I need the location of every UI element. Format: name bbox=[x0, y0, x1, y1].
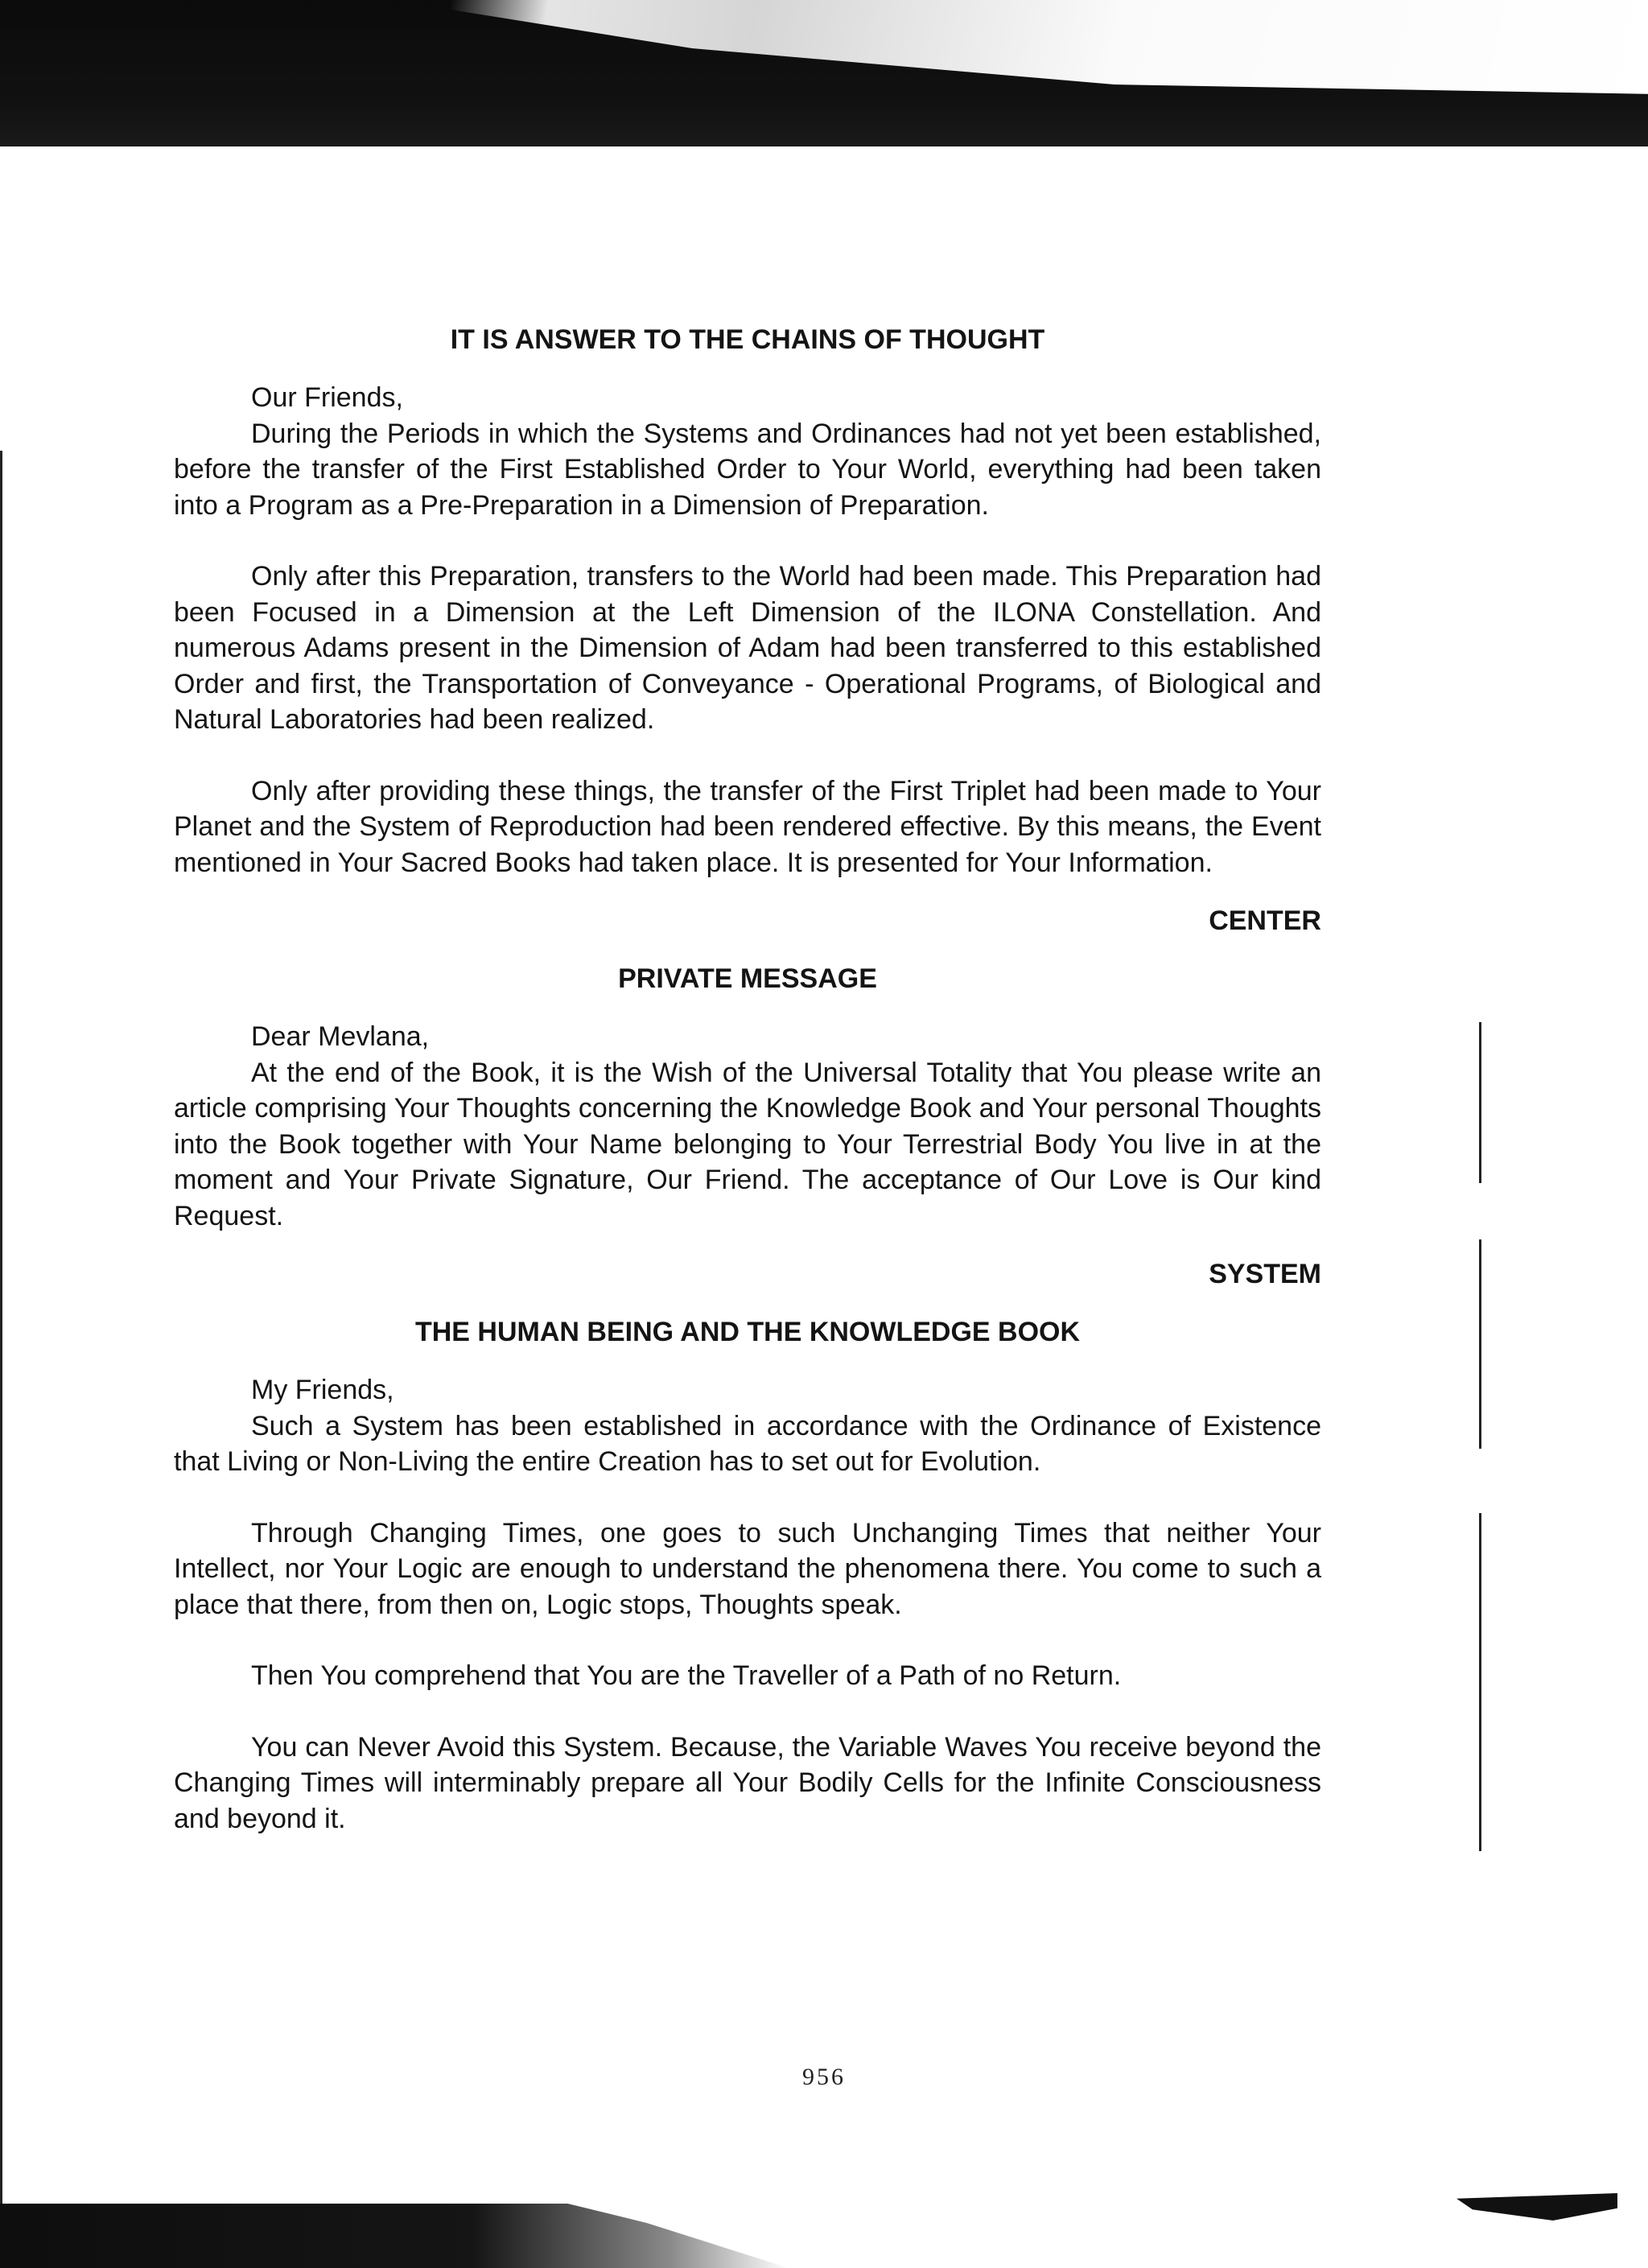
paragraph: Through Changing Times, one goes to such Unchanging Times that neither Your Intellect, nor Your Logic are enough to understand the phenomena there. You come to such a place that there, from then on, Logic stops, Thoughts speak. bbox=[174, 1517, 1321, 1620]
document-body bbox=[174, 322, 1321, 1837]
paragraph: Only after providing these things, the transfer of the First Triplet had been made to Your Planet and the System of Reproduction had been rendered effective. By this means, the Event mentioned in Your Sacred Books had taken place. It is presented for Your Information. bbox=[174, 775, 1321, 878]
paragraph: You can Never Avoid this System. Because, the Variable Waves You receive beyond the Changing Times will interminably prepare all Your Bodily Cells for the Infinite Consciousness and beyond it. bbox=[174, 1731, 1321, 1834]
section-heading: IT IS ANSWER TO THE CHAINS OF THOUGHT bbox=[450, 324, 1045, 355]
page-edge-mark-right bbox=[1479, 1022, 1481, 1183]
salutation: Our Friends, bbox=[251, 382, 403, 413]
paragraph: At the end of the Book, it is the Wish of the Universal Totality that You please write an article comprising Your Thoughts concerning the Knowledge Book and Your personal Thoughts into the Book together with Your Name belonging to Your Terrestrial Body You live in at the moment and Your Private Signature, Our Friend. The acceptance of Our Love is Our kind Request. bbox=[174, 1057, 1321, 1231]
paragraph: Only after this Preparation, transfers to the World had been made. This Preparation had been Focused in a Dimension at the Left Dimension of the ILONA Constellation. And numerous Adams present in the Dimension of Adam had been transferred to this established Order and first, the Transportation of Conveyance - Operational Programs, of Biological and Natural Laboratories had been realized. bbox=[174, 561, 1321, 735]
section-human-being-knowledge-book bbox=[174, 1314, 1321, 1837]
section-private-message bbox=[174, 961, 1321, 1292]
page-number: 956 bbox=[802, 2064, 846, 2090]
page-edge-mark-right bbox=[1479, 1239, 1481, 1449]
section-heading: PRIVATE MESSAGE bbox=[618, 963, 877, 994]
page-edge-left bbox=[0, 451, 2, 2221]
paragraph: Such a System has been established in accordance with the Ordinance of Existence that Living or Non-Living the entire Creation has to set out for Evolution. bbox=[174, 1410, 1321, 1477]
page-edge-mark-right bbox=[1479, 1513, 1481, 1851]
section-signoff: CENTER bbox=[1209, 905, 1321, 936]
section-signoff: SYSTEM bbox=[1209, 1259, 1321, 1289]
salutation: My Friends, bbox=[251, 1375, 394, 1405]
paragraph: Then You comprehend that You are the Traveller of a Path of no Return. bbox=[251, 1660, 1122, 1691]
salutation: Dear Mevlana, bbox=[251, 1021, 430, 1052]
paragraph: During the Periods in which the Systems and Ordinances had not yet been established, before the transfer of the First Established Order to Your World, everything had been taken into a Program as a Pre-Preparation in a Dimension of Preparation. bbox=[174, 418, 1321, 521]
section-heading: THE HUMAN BEING AND THE KNOWLEDGE BOOK bbox=[414, 1317, 1081, 1347]
scan-smudge-bottom-right bbox=[1456, 2193, 1617, 2221]
scan-shadow-bottom bbox=[0, 2204, 789, 2268]
section-chains-of-thought bbox=[174, 322, 1321, 938]
